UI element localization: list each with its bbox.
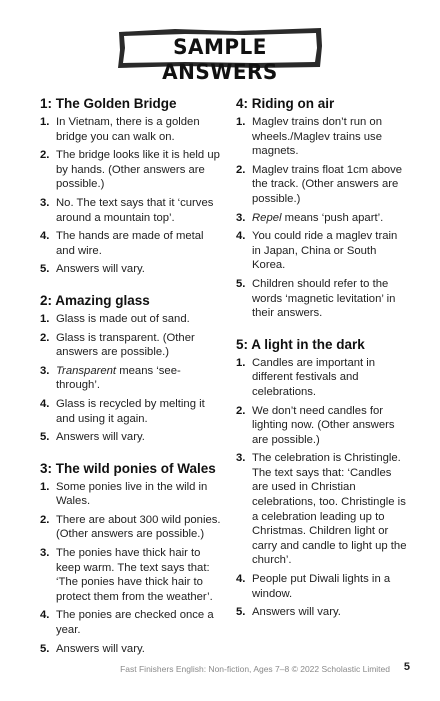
answer-text: Some ponies live in the wild in Wales. (56, 480, 208, 508)
answer-item (236, 451, 408, 568)
answer-item (236, 356, 408, 400)
answer-text: People put Diwali lights in a window. (252, 573, 391, 600)
answer-number: 2. (40, 513, 50, 526)
answer-item (236, 404, 408, 448)
answer-item (40, 364, 224, 393)
answer-number: 5. (236, 277, 246, 290)
answer-item (236, 277, 408, 321)
answer-number: 2. (40, 149, 50, 162)
section-title: 2: Amazing glass (40, 292, 150, 308)
answer-list (236, 356, 408, 620)
answer-item (236, 229, 408, 273)
answer-text: In Vietnam, there is a golden bridge you can walk on. (56, 116, 200, 143)
answer-item (236, 211, 408, 226)
answer-number: 4. (236, 573, 246, 586)
answer-text: Glass is transparent. (Other answers are possible.) (56, 331, 195, 359)
answer-text: Maglev trains float 1cm above the track. (Other answers are possible.) (252, 163, 403, 205)
answer-number: 2. (236, 404, 246, 417)
answer-item (40, 331, 224, 360)
answer-item (40, 608, 224, 637)
answer-keyword: Transparent (56, 364, 117, 377)
answer-section (40, 292, 224, 445)
answer-list (40, 312, 224, 445)
answer-item (236, 163, 408, 207)
section-title: 5: A light in the dark (236, 336, 365, 352)
answer-number: 3. (40, 364, 50, 377)
footer-credit: Fast Finishers English: Non-fiction, Ages 7–8 © 2022 Scholastic Limited (120, 664, 390, 674)
answer-item (40, 312, 224, 327)
answer-text: The celebration is Christingle. The text says that: ‘Candles are used in Christian celebrations, too. Christingle is a celebration leading up to Christmas. Children light or carry and candle to light up the church’. (252, 452, 407, 567)
answer-text: Children should refer to the words ‘magnetic levitation’ in their answers. (252, 277, 396, 320)
answer-text: Answers will vary. (56, 642, 145, 655)
answer-number: 1. (236, 116, 246, 128)
answer-text: We don’t need candles for lighting now. (Other answers are possible.) (252, 404, 395, 446)
answer-text: Maglev trains don’t run on wheels./Maglev trains use magnets. (252, 116, 382, 158)
answer-item (40, 148, 224, 192)
answer-text: The bridge looks like it is held up by hands. (Other answers are possible.) (56, 149, 220, 191)
answer-text: The hands are made of metal and wire. (56, 230, 204, 257)
answer-text: Answers will vary. (56, 431, 145, 444)
answer-number: 2. (236, 163, 246, 176)
answer-number: 5. (236, 606, 246, 619)
answer-text (252, 211, 408, 226)
page-title: SAMPLE ANSWERS (162, 33, 278, 85)
page-number: 5 (403, 661, 410, 673)
answer-item (40, 196, 224, 225)
answer-item (40, 262, 224, 277)
answer-text (56, 364, 224, 393)
answer-item (40, 430, 224, 445)
section-title: 3: The wild ponies of Wales (40, 460, 216, 476)
answer-number: 3. (236, 211, 246, 224)
answer-number: 4. (40, 609, 50, 622)
answer-text: Candles are important in different festivals and celebrations. (252, 356, 376, 398)
answer-text: The ponies have thick hair to keep warm. The text says that: ‘The ponies have thick hair to protect them from the weather’. (56, 547, 213, 603)
answer-item (40, 546, 224, 604)
answer-number: 3. (40, 547, 50, 560)
answer-item (236, 115, 408, 159)
answer-text: No. The text says that it ‘curves around a mountain top’. (56, 196, 214, 224)
answer-item (40, 229, 224, 258)
answer-section (236, 95, 408, 321)
answer-number: 5. (40, 431, 50, 444)
answer-number: 4. (236, 230, 246, 243)
answer-item (40, 642, 224, 657)
section-title: 1: The Golden Bridge (40, 96, 177, 111)
answer-number: 5. (40, 263, 50, 276)
answer-list (236, 115, 408, 321)
section-title: 4: Riding on air (236, 96, 335, 111)
answer-number: 4. (40, 230, 50, 243)
answer-keyword: Repel (252, 211, 282, 224)
answer-number: 1. (236, 356, 246, 369)
answer-number: 2. (40, 331, 50, 344)
answer-text: Glass is made out of sand. (56, 312, 190, 325)
answer-text-rest: means ‘see-through’. (56, 364, 181, 392)
answer-item (40, 397, 224, 426)
answer-section (40, 460, 224, 657)
answer-section (236, 336, 408, 620)
answer-number: 1. (40, 480, 50, 493)
answer-item (236, 605, 408, 620)
answer-number: 4. (40, 397, 50, 410)
answer-text: You could ride a maglev train in Japan, China or South Korea. (252, 230, 398, 272)
answer-text: There are about 300 wild ponies. (Other answers are possible.) (56, 513, 221, 541)
answer-number: 5. (40, 642, 50, 655)
answer-list (40, 480, 224, 657)
answer-number: 1. (40, 312, 50, 325)
answer-section (40, 95, 224, 277)
answer-number: 3. (236, 452, 246, 465)
answer-item (236, 572, 408, 601)
answer-item (40, 480, 224, 509)
left-column (40, 95, 224, 671)
answer-item (40, 115, 224, 144)
header (0, 22, 440, 85)
answer-text: The ponies are checked once a year. (56, 609, 214, 637)
answer-number: 1. (40, 116, 50, 128)
answer-text: Answers will vary. (252, 606, 341, 619)
answer-text: Answers will vary. (56, 263, 145, 276)
answer-number: 3. (40, 196, 50, 209)
right-column (236, 95, 408, 635)
answer-text: Glass is recycled by melting it and using it again. (56, 397, 205, 425)
answer-item (40, 513, 224, 542)
answer-text-rest: means ‘push apart’. (281, 211, 384, 224)
title-stamp (115, 26, 325, 85)
answer-list (40, 115, 224, 277)
